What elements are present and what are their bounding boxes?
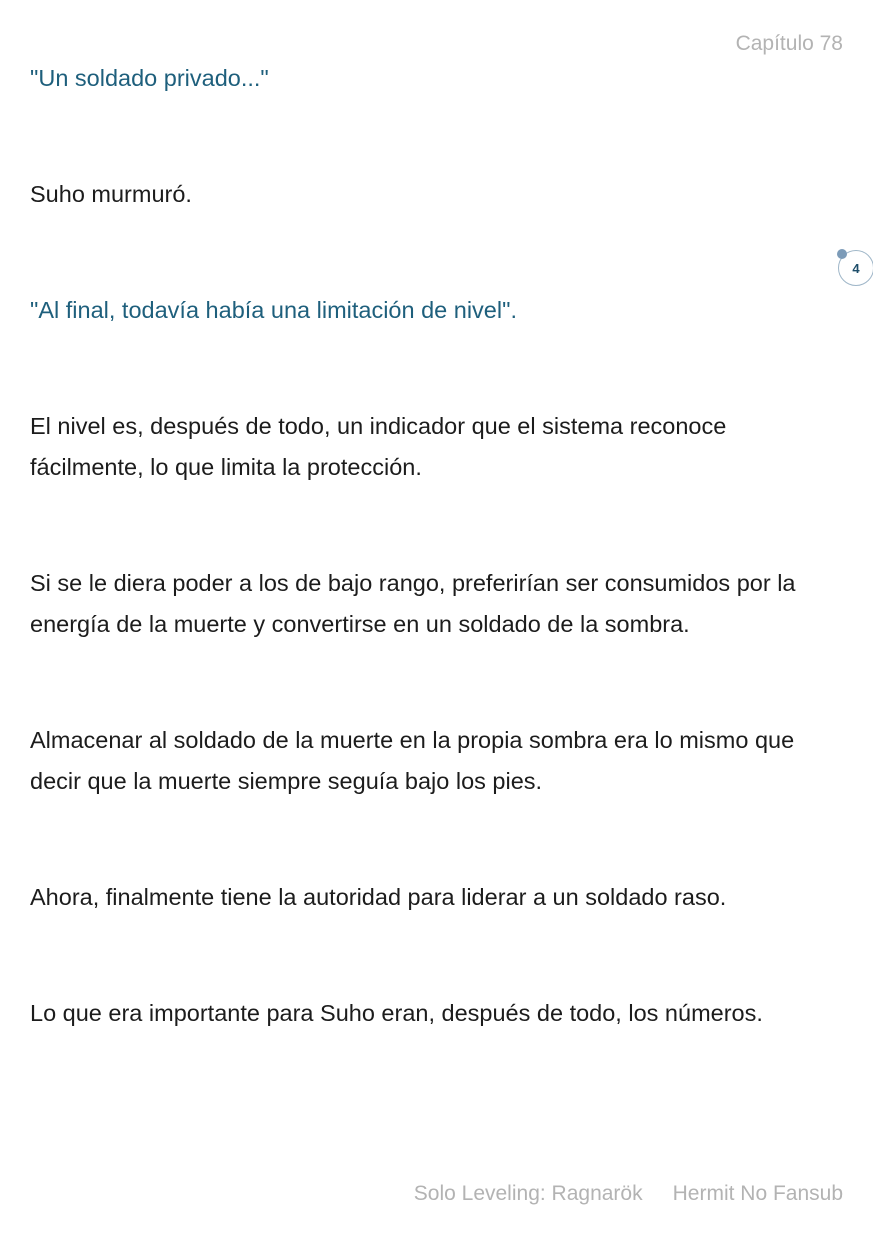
paragraph: "Al final, todavía había una limitación de nivel". bbox=[30, 297, 517, 323]
book-title: Solo Leveling: Ragnarök bbox=[413, 1182, 643, 1205]
paragraph: Ahora, finalmente tiene la autoridad para liderar a un soldado raso. bbox=[30, 884, 727, 910]
paragraph: Almacenar al soldado de la muerte en la propia sombra era lo mismo que decir que la muerte siempre seguía bajo los pies. bbox=[30, 727, 795, 794]
translator-credit: Hermit No Fansub bbox=[672, 1182, 843, 1205]
chapter-label: Capítulo 78 bbox=[735, 32, 843, 55]
badge-dot-icon bbox=[837, 249, 847, 259]
chapter-text bbox=[30, 58, 830, 1109]
paragraph: Lo que era importante para Suho eran, después de todo, los números. bbox=[30, 1000, 763, 1026]
comment-count-badge[interactable] bbox=[838, 250, 873, 286]
paragraph: "Un soldado privado..." bbox=[30, 65, 269, 91]
comment-count: 4 bbox=[852, 260, 860, 276]
paragraph: Suho murmuró. bbox=[30, 181, 192, 207]
paragraph: Si se le diera poder a los de bajo rango, preferirían ser consumidos por la energía de la muerte y convertirse en un soldado de la sombra. bbox=[30, 570, 796, 637]
paragraph: El nivel es, después de todo, un indicador que el sistema reconoce fácilmente, lo que limita la protección. bbox=[30, 413, 727, 480]
footer bbox=[414, 1182, 843, 1206]
